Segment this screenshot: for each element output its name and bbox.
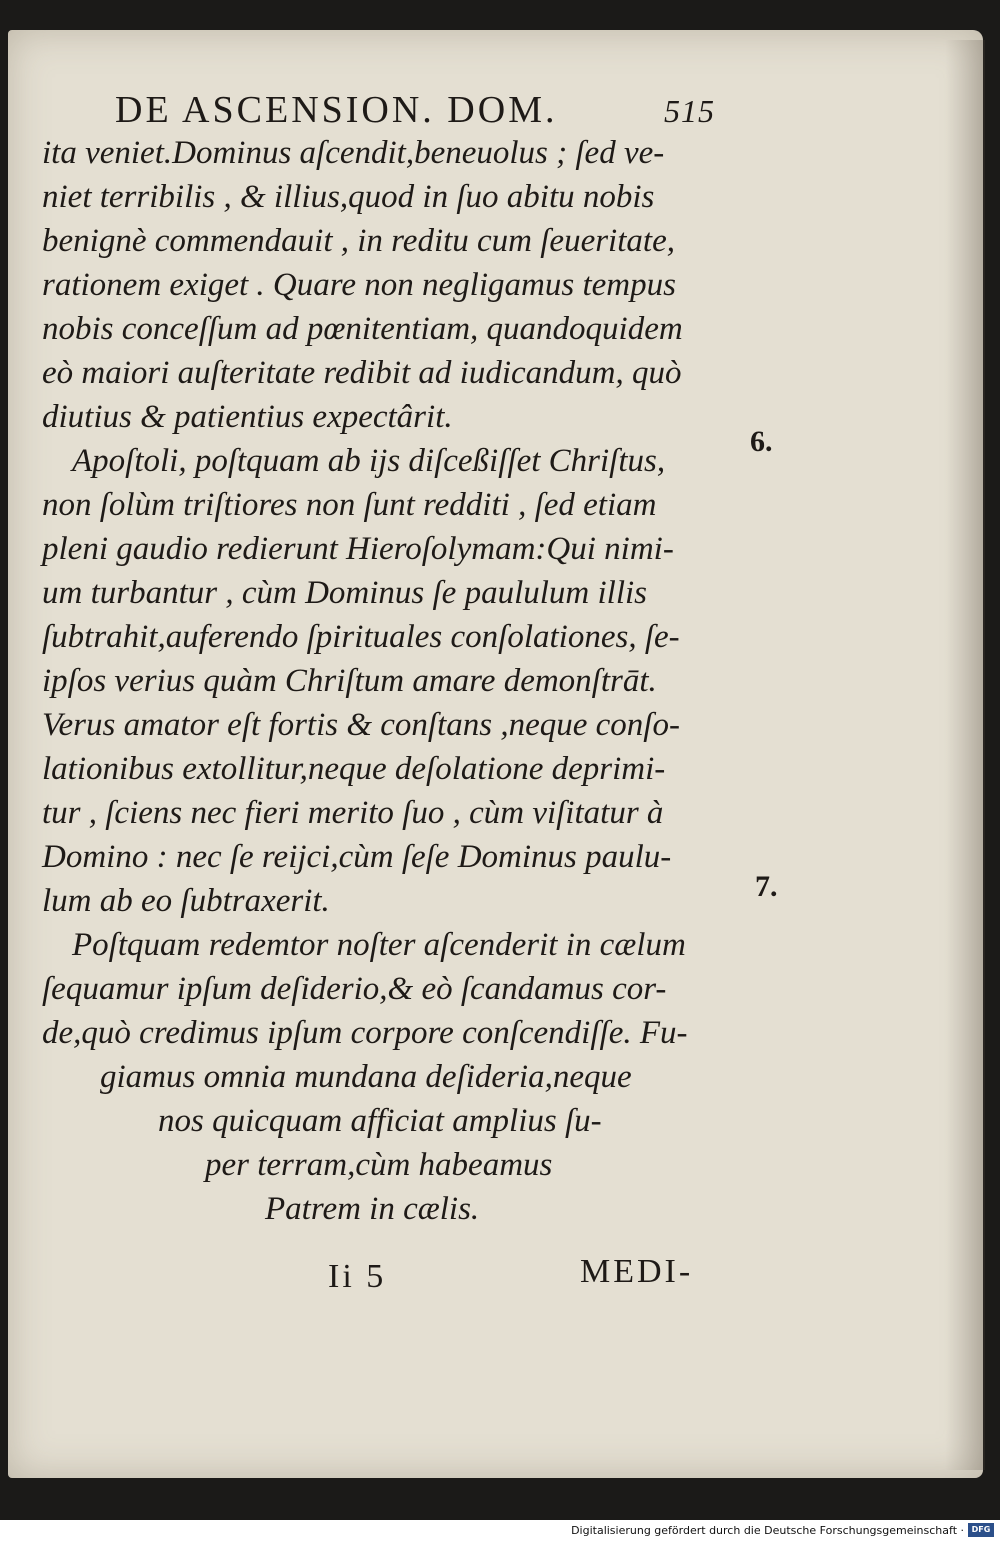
text-line: nos quicquam afficiat amplius ſu- — [158, 1103, 602, 1139]
page-edge-shadow — [945, 40, 985, 1470]
text-line: eò maiori auſteritate redibit ad iudicandum, quò — [42, 355, 682, 391]
text-line: giamus omnia mundana deſideria,neque — [100, 1059, 632, 1095]
signature-mark: Ii 5 — [328, 1258, 387, 1295]
text-line: per terram,cùm habeamus — [205, 1147, 553, 1183]
text-line: Verus amator eſt fortis & conſtans ,neque conſo- — [42, 707, 680, 743]
margin-number: 6. — [750, 425, 773, 458]
text-line: ipſos verius quàm Chriſtum amare demonſtrāt. — [42, 663, 657, 699]
running-title: DE ASCENSION. DOM. — [115, 89, 558, 131]
text-line: rationem exiget . Quare non negligamus tempus — [42, 267, 676, 303]
text-line: Poſtquam redemtor noſter aſcenderit in cælum — [72, 927, 686, 963]
text-line: benignè commendauit , in reditu cum ſeueritate, — [42, 223, 675, 259]
text-line: pleni gaudio redierunt Hieroſolymam:Qui nimi- — [42, 531, 674, 567]
running-header — [115, 88, 715, 138]
text-line: lum ab eo ſubtraxerit. — [42, 883, 330, 919]
text-line: ſubtrahit,auferendo ſpirituales conſolationes, ſe- — [42, 619, 680, 655]
margin-number: 7. — [755, 870, 778, 903]
text-line: Domino : nec ſe reijci,cùm ſeſe Dominus paulu- — [42, 839, 672, 875]
text-line: um turbantur , cùm Dominus ſe paululum illis — [42, 575, 648, 611]
credit-line: Digitalisierung gefördert durch die Deutsche Forschungsgemeinschaft · — [571, 1524, 964, 1537]
page-number: 515 — [664, 93, 715, 129]
text-line: diutius & patientius expectârit. — [42, 399, 453, 435]
text-line: niet terribilis , & illius,quod in ſuo abitu nobis — [42, 179, 655, 215]
text-line: Apoſtoli, poſtquam ab ijs diſceßiſſet Chriſtus, — [72, 443, 666, 479]
text-line: lationibus extollitur,neque deſolatione deprimi- — [42, 751, 666, 787]
text-line: ita veniet.Dominus aſcendit,beneuolus ; ſed ve- — [42, 135, 665, 171]
catchword: MEDI- — [580, 1253, 694, 1290]
text-line: nobis conceſſum ad pœnitentiam, quandoquidem — [42, 311, 683, 347]
text-line: non ſolùm triſtiores non ſunt redditi , ſed etiam — [42, 487, 657, 523]
text-line: ſequamur ipſum deſiderio,& eò ſcandamus cor- — [42, 971, 667, 1007]
text-line: Patrem in cælis. — [265, 1191, 480, 1227]
dfg-logo: DFG — [968, 1523, 994, 1537]
text-line: tur , ſciens nec fieri merito ſuo , cùm viſitatur à — [42, 795, 664, 831]
text-line: de,quò credimus ipſum corpore conſcendiſſe. Fu- — [42, 1015, 688, 1051]
